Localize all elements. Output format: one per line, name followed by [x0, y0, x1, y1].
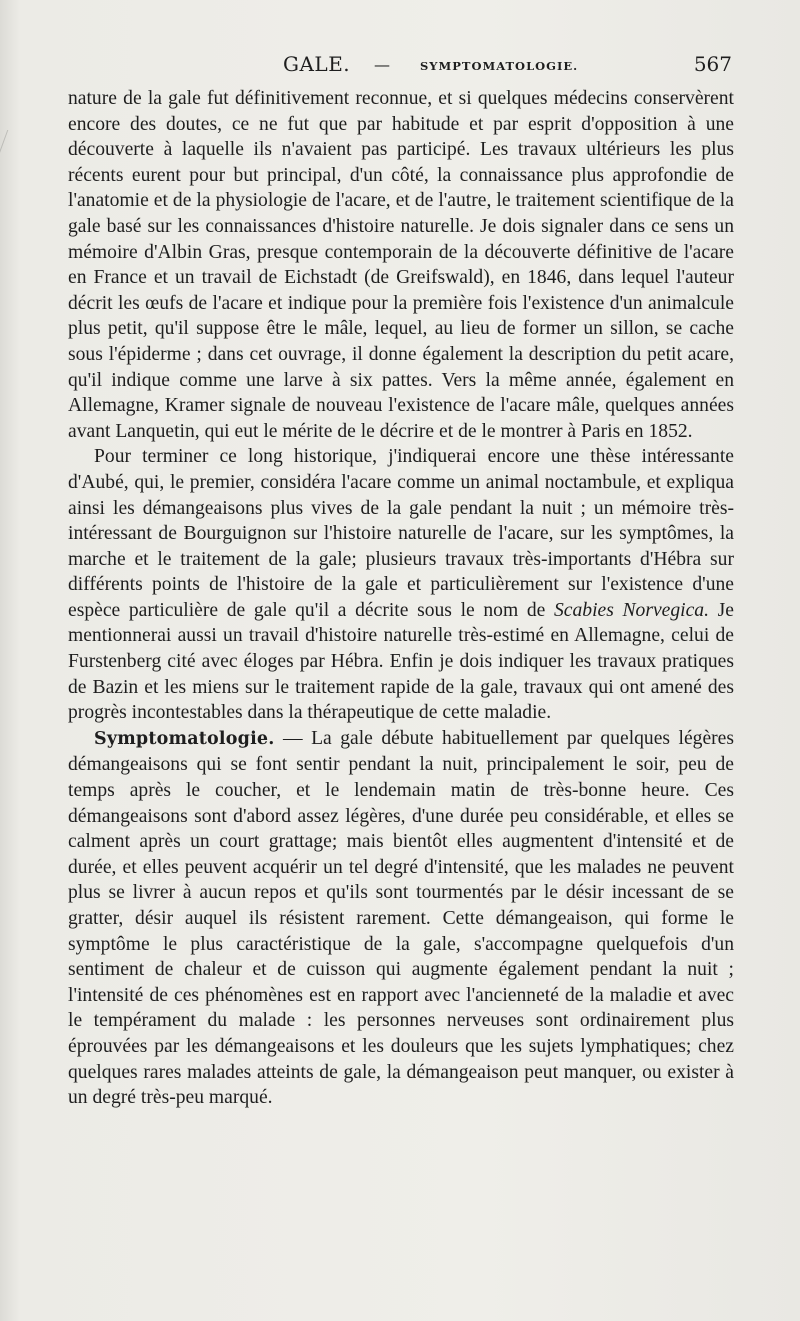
header-subtitle: SYMPTOMATOLOGIE. — [420, 59, 579, 73]
page-number: 567 — [693, 52, 732, 76]
header-separator: — — [374, 55, 390, 74]
running-header — [68, 52, 732, 82]
paragraph-2-text: Pour terminer ce long historique, j'indiquerai encore une thèse intéressante d'Aubé, qui, le premier, considéra l'acare comme un animal noctambule, et expliqua ainsi les démangeaisons plus vives de la gale pendant la nuit ; un mémoire très-intéressant de Bourguignon sur l'histoire naturelle de l'acare, sur les symptômes, la marche et le traitement de la gale; plusieurs travaux très-importants d'Hébra sur différents points de l'histoire de la gale et particulièrement sur l'existence d'une espèce particulière de gale qu'il a décrite sous le nom de — [68, 446, 734, 621]
section-heading: Symptomatologie. — [94, 728, 275, 749]
body-text — [68, 86, 734, 1111]
header-title: GALE. — [283, 52, 351, 76]
paragraph-2 — [68, 444, 734, 726]
paragraph-3 — [68, 726, 734, 1111]
paragraph-1: nature de la gale fut définitivement reconnue, et si quelques médecins conservèrent encore des doutes, ce ne fut que par habitude et par esprit d'opposition à une découverte à laquelle ils n'avaient pas participé. Les travaux ultérieurs les plus récents eurent pour but principal, d'un côté, la connaissance plus approfondie de l'anatomie et de la physiologie de l'acare, et de l'autre, le traitement scientifique de la gale basé sur les connaissances d'histoire naturelle. Je dois signaler dans ce sens un mémoire d'Albin Gras, presque contemporain de la découverte définitive de l'acare en France et un travail de Eichstadt (de Greifswald), en 1846, dans lequel l'auteur décrit les œufs de l'acare et indique pour la première fois l'existence d'un animalcule plus petit, qu'il suppose être le mâle, lequel, au lieu de former un sillon, se cache sous l'épiderme ; dans cet ouvrage, il donne également la description du petit acare, qu'il indique comme une larve à six pattes. Vers la même année, également en Allemagne, Kramer signale de nouveau l'existence de l'acare mâle, quelques années avant Lanquetin, qui eut le mérite de le décrire et de le montrer à Paris en 1852. — [68, 88, 734, 442]
paragraph-3-text: — La gale débute habituellement par quelques légères démangeaisons qui se font sentir pendant la nuit, principalement le soir, peu de temps après le coucher, et le lendemain matin de très-bonne heure. Ces démangeaisons sont d'abord assez légères, d'une durée peu considérable, et elles se calment après un court grattage; mais bientôt elles augmentent d'intensité et de durée, et elles peuvent acquérir un tel degré d'intensité, que les malades ne peuvent plus se livrer à aucun repos et qu'ils sont tourmentés par le désir incessant de se gratter, désir auquel ils résistent rarement. Cette démangeaison, qui forme le symptôme le plus caractéristique de la gale, s'accompagne quelquefois d'un sentiment de chaleur et de cuisson qui augmente également pendant la nuit ; l'intensité de ces phénomènes est en rapport avec l'ancienneté de la maladie et avec le tempérament du malade : les personnes nerveuses sont ordinairement plus éprouvées par les démangeaisons et les douleurs que les sujets lymphatiques; chez quelques rares malades atteints de gale, la démangeaison peut manquer, ou exister à un degré très-peu marqué. — [68, 727, 734, 1109]
paragraph-2-text-end: Je mentionnerai aussi un travail d'histoire naturelle très-estimé en Allemagne, celui de Furstenberg cité avec éloges par Hébra. Enfin je dois indiquer les travaux pratiques de Bazin et les miens sur le traitement rapide de la gale, travaux qui ont amené des progrès incontestables dans la thérapeutique de cette maladie. — [68, 599, 734, 724]
scabies-norvegica-italic: Scabies Norvegica. — [553, 599, 710, 621]
margin-mark — [0, 130, 14, 170]
